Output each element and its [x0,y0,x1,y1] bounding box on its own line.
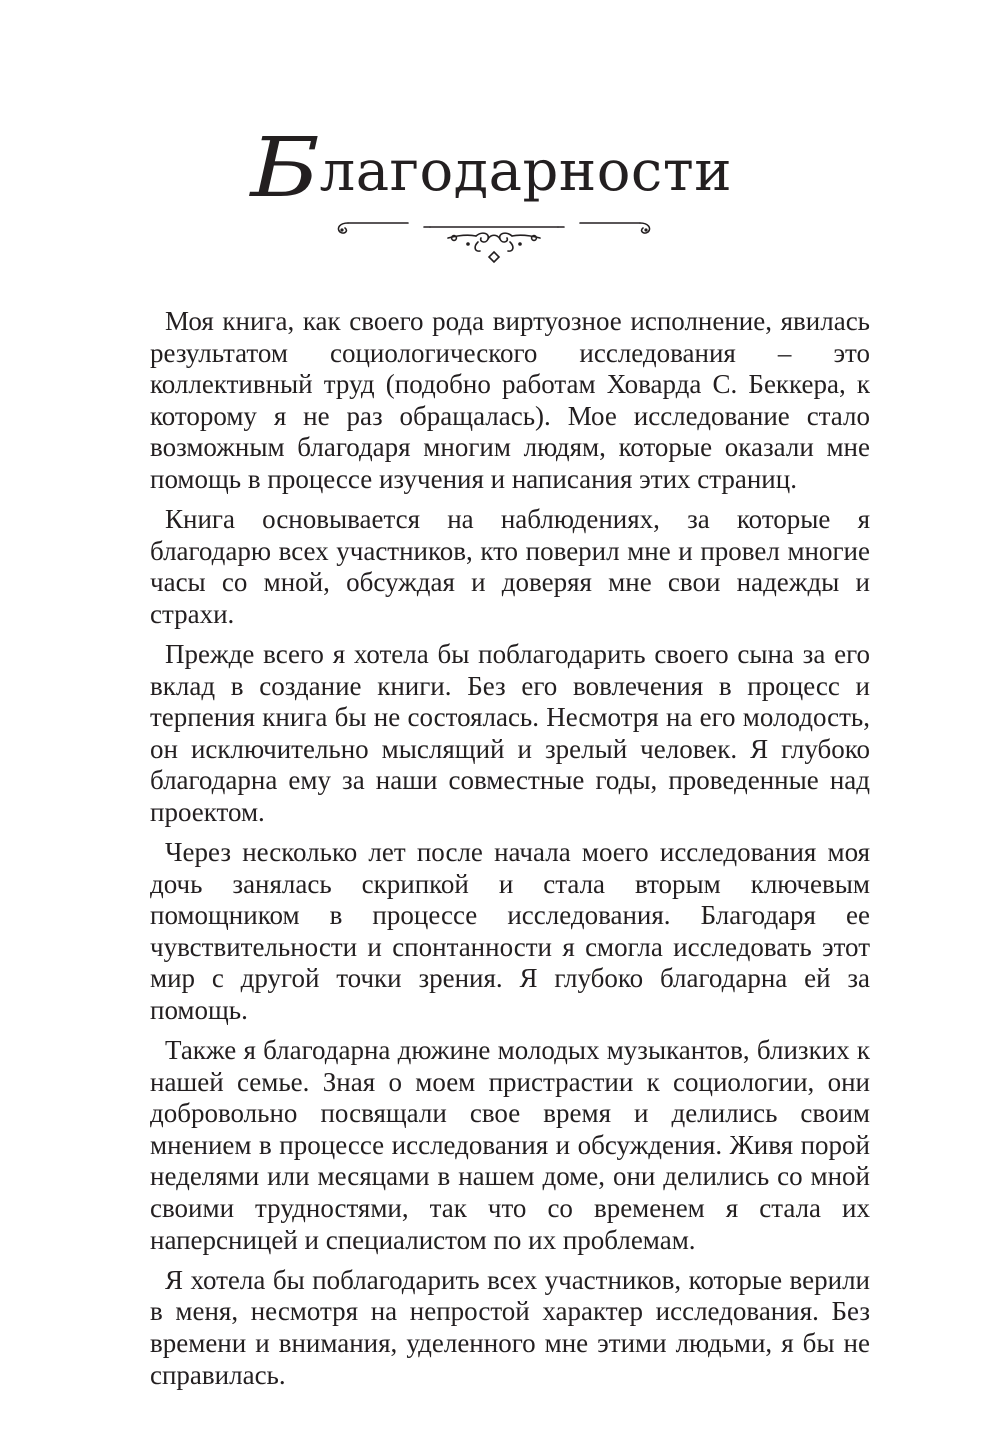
flourish-divider-icon [328,214,660,266]
page-title [0,118,987,217]
paragraph: Я хотела бы поблагодарить всех участников, которые верили в меня, несмотря на непростой характер исследования. Без времени и внимания, уделенного мне этими людьми, я бы не справилась. [150,1264,870,1390]
paragraph: Моя книга, как своего рода виртуозное исполнение, явилась результатом социологического исследования – это коллективный труд (подобно работам Ховарда С. Беккера, к которому я не раз обращалась). Мое исследование стало возможным благодаря многим людям, которые оказали мне помощь в процессе изучения и написания этих страниц. [150,306,870,494]
title-rest: лагодарности [319,139,733,204]
paragraph: Прежде всего я хотела бы поблагодарить своего сына за его вклад в создание книги. Без его вовлечения в процесс и терпения книга бы не состоялась. Несмотря на его молодость, он исключительно мыслящий и зрелый человек. Я глубоко благодарна ему за наши совместные годы, проведенные над проектом. [150,638,870,827]
acknowledgements-body [150,306,870,1400]
paragraph: Через несколько лет после начала моего исследования моя дочь занялась скрипкой и стала вторым ключевым помощником в процессе исследования. Благодаря ее чувствительности и спонтанности я смогла исследовать этот мир с другой точки зрения. Я глубоко благодарна ей за помощь. [150,837,870,1025]
paragraph: Также я благодарна дюжине молодых музыкантов, близких к нашей семье. Зная о моем пристрастии к социологии, они добровольно посвящали свое время и делились своим мнением в процессе исследования и обсуждения. Живя порой неделями или месяцами в нашем доме, они делились со мной своими трудностями, так что со временем я стала их наперсницей и специалистом по их проблемам. [150,1035,870,1255]
title-initial: Б [250,121,321,216]
paragraph: Книга основывается на наблюдениях, за которые я благодарю всех участников, кто поверил мне и провел многие часы со мной, обсуждая и доверяя мне свои надежды и страхи. [150,504,870,629]
